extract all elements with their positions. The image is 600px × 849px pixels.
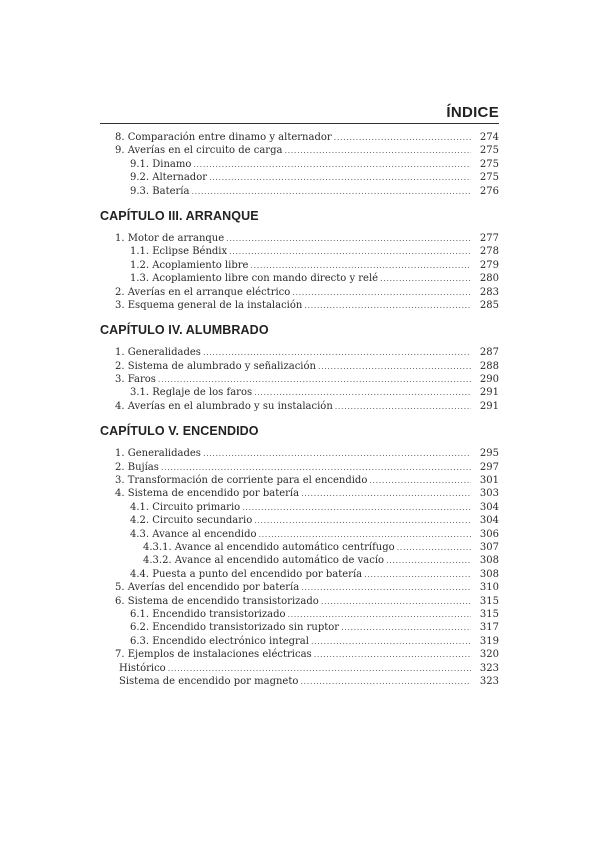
dot-leader	[254, 514, 471, 527]
toc-entry-page: 278	[479, 246, 499, 258]
toc-entry-label: Histórico	[119, 662, 166, 674]
toc-entry	[100, 487, 499, 500]
toc-entry-page: 304	[479, 515, 499, 527]
dot-leader	[242, 501, 471, 514]
toc-entry-page: 320	[479, 649, 499, 661]
toc-entry-page: 290	[479, 374, 499, 386]
toc-entry-page: 310	[479, 582, 499, 594]
toc-entry	[100, 245, 499, 258]
dot-leader	[314, 648, 471, 661]
dot-leader	[259, 528, 471, 541]
toc-entry	[100, 581, 499, 594]
toc-entry	[100, 373, 499, 386]
toc-entry-page: 295	[479, 448, 499, 460]
toc-entry-page: 323	[479, 662, 499, 674]
toc-entry-page: 301	[479, 475, 499, 487]
toc-entry-page: 303	[479, 488, 499, 500]
toc-entry-page: 291	[479, 400, 499, 412]
dot-leader	[203, 447, 471, 460]
toc-entry-label: 1.2. Acoplamiento libre	[130, 259, 249, 271]
toc-entry-label: 5. Averías del encendido por batería	[115, 582, 300, 594]
toc-entry	[100, 158, 499, 171]
dot-leader	[168, 662, 471, 675]
toc-entry-page: 291	[479, 387, 499, 399]
toc-entry-page: 307	[479, 541, 499, 553]
toc-entry-page: 274	[479, 132, 499, 143]
toc-entry	[100, 232, 499, 245]
dot-leader	[301, 487, 471, 500]
dot-leader	[254, 386, 471, 399]
toc-entry	[100, 474, 499, 487]
toc-entry	[100, 286, 499, 299]
dot-leader	[380, 272, 471, 285]
toc-entry-label: 6. Sistema de encendido transistorizado	[115, 595, 319, 607]
dot-leader	[304, 299, 471, 312]
dot-leader	[341, 621, 471, 634]
toc-section	[100, 323, 499, 413]
toc-entry-page: 317	[479, 622, 499, 634]
toc-entry-page: 315	[479, 608, 499, 620]
toc-entry-page: 288	[479, 360, 499, 372]
toc-entry	[100, 621, 499, 634]
dot-leader	[229, 245, 471, 258]
toc-entry	[100, 635, 499, 648]
toc-section	[100, 131, 499, 198]
dot-leader	[203, 346, 471, 359]
toc-entry	[100, 259, 499, 272]
dot-leader	[250, 259, 471, 272]
toc-entry-label: 4. Sistema de encendido por batería	[115, 488, 300, 500]
toc-entry	[100, 648, 499, 661]
dot-leader	[301, 581, 471, 594]
toc-entry-label: 1. Generalidades	[115, 347, 201, 359]
dot-leader	[386, 554, 471, 567]
toc-entry-page: 319	[479, 635, 499, 647]
toc-entry-label: 4.3.1. Avance al encendido automático centrífugo	[143, 541, 395, 553]
toc-entry-page: 308	[479, 568, 499, 580]
toc-entry-label: 6.2. Encendido transistorizado sin ruptor	[130, 622, 340, 634]
chapter-heading: CAPÍTULO V. ENCENDIDO	[100, 424, 259, 439]
toc-entry-page: 277	[479, 232, 499, 244]
toc-entry-label: 6.1. Encendido transistorizado	[130, 608, 286, 620]
toc-entry-label: 7. Ejemplos de instalaciones eléctricas	[115, 649, 312, 661]
toc-entry-label: Sistema de encendido por magneto	[119, 675, 299, 687]
dot-leader	[364, 568, 471, 581]
toc-entry-label: 4.2. Circuito secundario	[130, 515, 253, 527]
dot-leader	[284, 144, 471, 157]
toc-entry	[100, 400, 499, 413]
dot-leader	[193, 158, 471, 171]
dot-leader	[226, 232, 471, 245]
page-title: ÍNDICE	[446, 104, 499, 121]
toc-entry	[100, 171, 499, 184]
toc-entry	[100, 568, 499, 581]
toc-entry	[100, 360, 499, 373]
toc-entry-page: 276	[479, 185, 499, 197]
dot-leader	[191, 185, 471, 198]
toc-entry	[100, 554, 499, 567]
toc-entry-label: 1.1. Eclipse Béndix	[130, 246, 228, 258]
toc-entry	[100, 131, 499, 144]
page-header	[100, 103, 499, 124]
toc-entry-label: 6.3. Encendido electrónico integral	[130, 635, 309, 647]
toc-entry-label: 3. Esquema general de la instalación	[115, 299, 303, 311]
toc-entry-page: 323	[479, 675, 499, 687]
toc-entry-label: 2. Bujías	[115, 461, 159, 473]
chapter-heading: CAPÍTULO III. ARRANQUE	[100, 208, 259, 223]
toc-entry-label: 4.3.2. Avance al encendido automático de vacío	[143, 555, 385, 567]
toc-entry-label: 9.2. Alternador	[130, 172, 208, 184]
toc-entry-page: 283	[479, 286, 499, 298]
toc-entry	[100, 528, 499, 541]
table-of-contents	[100, 131, 499, 688]
toc-entry	[100, 675, 499, 688]
toc-entry	[100, 185, 499, 198]
dot-leader	[335, 400, 471, 413]
dot-leader	[369, 474, 471, 487]
toc-entry-label: 3. Faros	[115, 374, 156, 386]
toc-entry-label: 3.1. Reglaje de los faros	[130, 387, 253, 399]
toc-entry-label: 8. Comparación entre dinamo y alternador	[115, 132, 332, 143]
toc-entry-label: 2. Averías en el arranque eléctrico	[115, 286, 291, 298]
toc-entry	[100, 144, 499, 157]
toc-entry-label: 1.3. Acoplamiento libre con mando directo y relé	[130, 273, 379, 285]
toc-entry-label: 4.3. Avance al encendido	[130, 528, 257, 540]
toc-entry-label: 9.1. Dinamo	[130, 158, 192, 170]
dot-leader	[321, 595, 471, 608]
dot-leader	[318, 360, 471, 373]
toc-entry-label: 9. Averías en el circuito de carga	[115, 145, 283, 157]
toc-entry-page: 275	[479, 172, 499, 184]
toc-section	[100, 209, 499, 312]
toc-section	[100, 424, 499, 688]
toc-entry	[100, 541, 499, 554]
dot-leader	[300, 675, 471, 688]
toc-entry-label: 1. Generalidades	[115, 448, 201, 460]
toc-entry-page: 308	[479, 555, 499, 567]
toc-entry-label: 2. Sistema de alumbrado y señalización	[115, 360, 316, 372]
toc-entry-page: 275	[479, 158, 499, 170]
toc-entry	[100, 514, 499, 527]
toc-entry-page: 306	[479, 528, 499, 540]
toc-entry-label: 4.1. Circuito primario	[130, 501, 241, 513]
dot-leader	[209, 171, 471, 184]
toc-entry-label: 9.3. Batería	[130, 185, 190, 197]
toc-entry	[100, 595, 499, 608]
dot-leader	[158, 373, 471, 386]
toc-entry-page: 279	[479, 259, 499, 271]
toc-entry-page: 304	[479, 501, 499, 513]
toc-entry-label: 4. Averías en el alumbrado y su instalación	[115, 400, 333, 412]
toc-entry	[100, 501, 499, 514]
dot-leader	[334, 131, 471, 144]
toc-entry	[100, 662, 499, 675]
toc-entry	[100, 272, 499, 285]
toc-entry	[100, 299, 499, 312]
toc-entry	[100, 386, 499, 399]
dot-leader	[288, 608, 472, 621]
toc-entry	[100, 346, 499, 359]
toc-entry-page: 315	[479, 595, 499, 607]
toc-entry-label: 3. Transformación de corriente para el encendido	[115, 475, 368, 487]
dot-leader	[161, 461, 471, 474]
toc-entry-page: 297	[479, 461, 499, 473]
toc-entry	[100, 608, 499, 621]
toc-entry-page: 280	[479, 273, 499, 285]
toc-entry-page: 287	[479, 347, 499, 359]
dot-leader	[311, 635, 471, 648]
toc-entry	[100, 447, 499, 460]
chapter-heading: CAPÍTULO IV. ALUMBRADO	[100, 323, 269, 338]
toc-entry-page: 275	[479, 145, 499, 157]
toc-entry-page: 285	[479, 299, 499, 311]
dot-leader	[292, 286, 471, 299]
toc-entry-label: 1. Motor de arranque	[115, 232, 225, 244]
toc-entry	[100, 461, 499, 474]
toc-entry-label: 4.4. Puesta a punto del encendido por batería	[130, 568, 363, 580]
dot-leader	[397, 541, 471, 554]
